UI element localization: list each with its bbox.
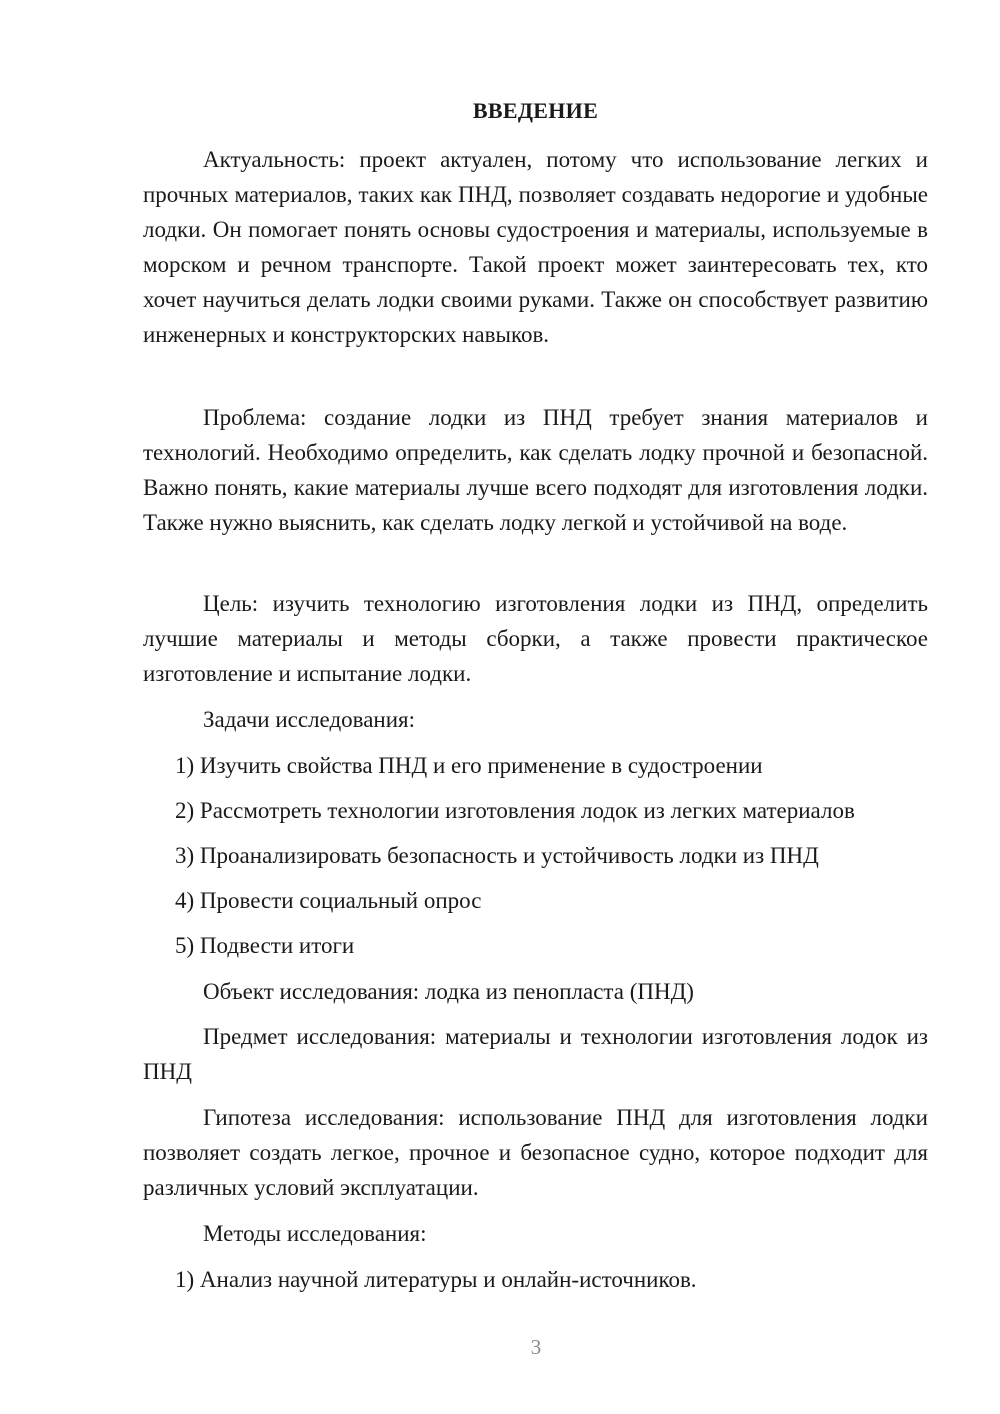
subject-paragraph: Предмет исследования: материалы и технологии изготовления лодок из ПНД xyxy=(143,1024,928,1084)
method-item: 1) Анализ научной литературы и онлайн-источников. xyxy=(175,1267,697,1292)
methods-heading: Методы исследования: xyxy=(203,1221,427,1246)
task-item: 4) Провести социальный опрос xyxy=(175,888,482,913)
hypothesis-paragraph-block xyxy=(143,1100,928,1205)
page-number: 3 xyxy=(530,1335,542,1359)
relevance-paragraph: Актуальность: проект актуален, потому что использование легких и прочных материалов, таких как ПНД, позволяет создавать недорогие и удобные лодки. Он помогает понять основы судостроения и материалы, используемые в морском и речном транспорте. Такой проект может заинтересовать тех, кто хочет научиться делать лодки своими руками. Также он способствует развитию инженерных и конструкторских навыков. xyxy=(143,147,928,347)
tasks-heading: Задачи исследования: xyxy=(203,707,416,732)
subject-paragraph-block xyxy=(143,1019,928,1089)
problem-paragraph: Проблема: создание лодки из ПНД требует знания материалов и технологий. Необходимо определить, как сделать лодку прочной и безопасной. Важно понять, какие материалы лучше всего подходят для изготовления лодки. Также нужно выяснить, как сделать лодку легкой и устойчивой на воде. xyxy=(143,405,928,535)
task-item: 5) Подвести итоги xyxy=(175,933,355,958)
hypothesis-paragraph: Гипотеза исследования: использование ПНД для изготовления лодки позволяет создать легкое, прочное и безопасное судно, которое подходит для различных условий эксплуатации. xyxy=(143,1105,928,1200)
goal-paragraph: Цель: изучить технологию изготовления лодки из ПНД, определить лучшие материалы и методы сборки, а также провести практическое изготовление и испытание лодки. xyxy=(143,591,928,686)
goal-paragraph-block xyxy=(143,586,928,691)
task-item: 1) Изучить свойства ПНД и его применение в судостроении xyxy=(175,753,763,778)
task-item: 3) Проанализировать безопасность и устойчивость лодки из ПНД xyxy=(175,843,819,868)
task-item: 2) Рассмотреть технологии изготовления лодок из легких материалов xyxy=(175,798,855,823)
problem-paragraph-block xyxy=(143,400,928,540)
section-heading: ВВЕДЕНИЕ xyxy=(472,98,599,123)
object-line: Объект исследования: лодка из пенопласта (ПНД) xyxy=(203,979,694,1004)
relevance-paragraph-block xyxy=(143,142,928,352)
